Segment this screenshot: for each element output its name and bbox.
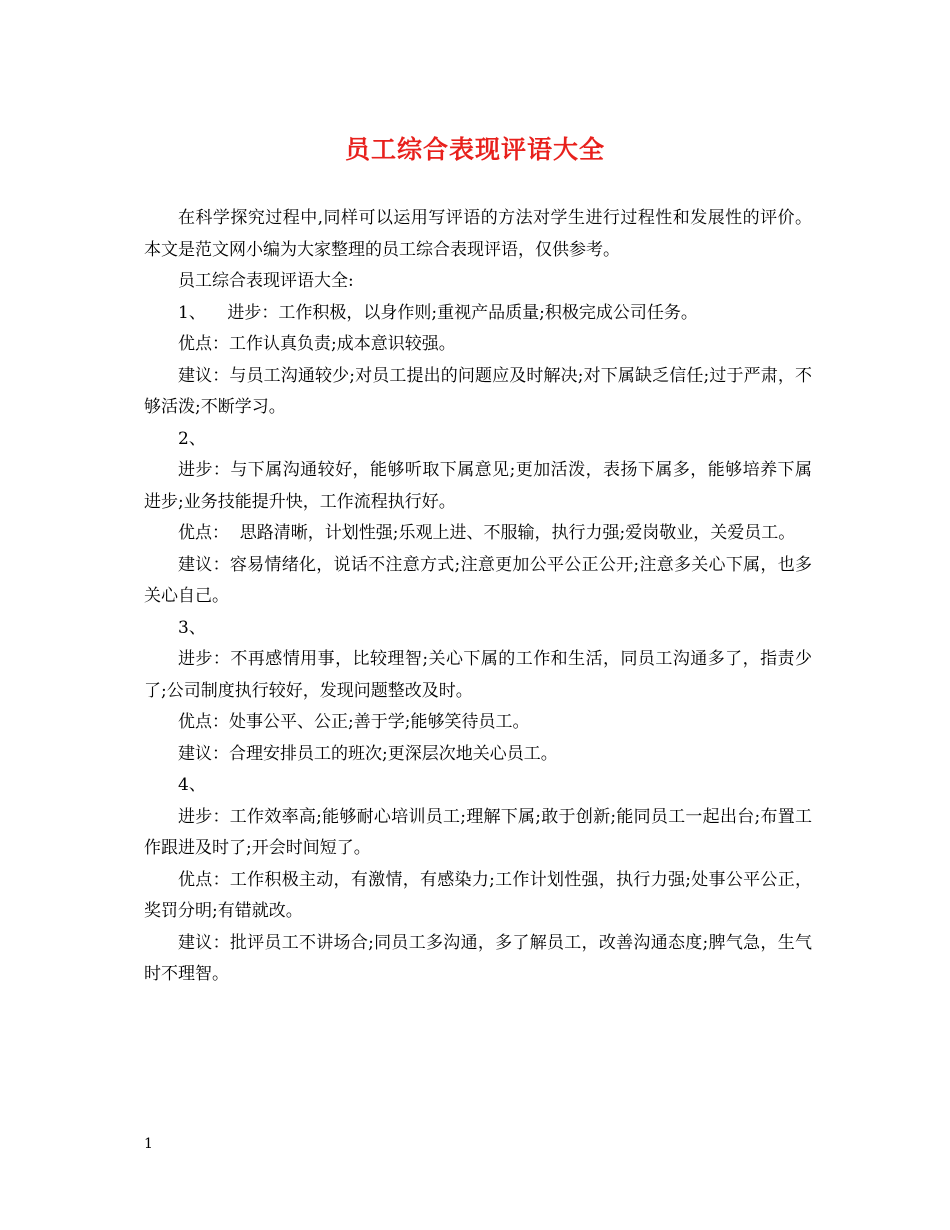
paragraph-2-strengths: 优点： 思路清晰，计划性强;乐观上进、不服输，执行力强;爱岗敬业，关爱员工。 (178, 523, 796, 543)
paragraph-2-progress: 进步：与下属沟通较好，能够听取下属意见;更加活泼，表扬下属多，能够培养下属进步;业务技能提升快，工作流程执行好。 (144, 460, 812, 512)
paragraph-heading: 员工综合表现评语大全: (178, 271, 354, 291)
paragraph-3-progress: 进步：不再感情用事，比较理智;关心下属的工作和生活，同员工沟通多了，指责少了;公司制度执行较好，发现问题整改及时。 (144, 649, 812, 701)
paragraph-4-suggestions: 建议：批评员工不讲场合;同员工多沟通，多了解员工，改善沟通态度;脾气急，生气时不理智。 (144, 932, 812, 984)
paragraph-3-strengths: 优点：处事公平、公正;善于学;能够笑待员工。 (178, 712, 530, 732)
paragraph-1-suggestions: 建议：与员工沟通较少;对员工提出的问题应及时解决;对下属缺乏信任;过于严肃，不够活泼;不断学习。 (144, 365, 812, 417)
paragraph-4-progress: 进步：工作效率高;能够耐心培训员工;理解下属;敢于创新;能同员工一起出台;布置工作跟进及时了;开会时间短了。 (144, 806, 812, 858)
paragraph-1-strengths: 优点：工作认真负责;成本意识较强。 (178, 334, 456, 354)
paragraph-3-suggestions: 建议：合理安排员工的班次;更深层次地关心员工。 (178, 743, 558, 764)
section-number-2: 2、 (178, 428, 206, 449)
document-body (144, 203, 812, 991)
paragraph-4-strengths: 优点：工作积极主动，有激情，有感染力;工作计划性强，执行力强;处事公平公正，奖罚分明;有错就改。 (144, 869, 812, 921)
document-title: 员工综合表现评语大全 (344, 135, 605, 164)
paragraph-2-suggestions: 建议：容易情绪化，说话不注意方式;注意更加公平公正公开;注意多关心下属，也多关心自己。 (144, 554, 812, 606)
section-number-4: 4、 (178, 775, 206, 795)
section-number-3: 3、 (178, 617, 206, 638)
page-number: 1 (144, 1136, 153, 1152)
paragraph-intro: 在科学探究过程中,同样可以运用写评语的方法对学生进行过程性和发展性的评价。本文是范文网小编为大家整理的员工综合表现评语，仅供参考。 (144, 208, 812, 260)
paragraph-1-progress: 1、 进步：工作积极，以身作则;重视产品质量;积极完成公司任务。 (178, 302, 698, 323)
